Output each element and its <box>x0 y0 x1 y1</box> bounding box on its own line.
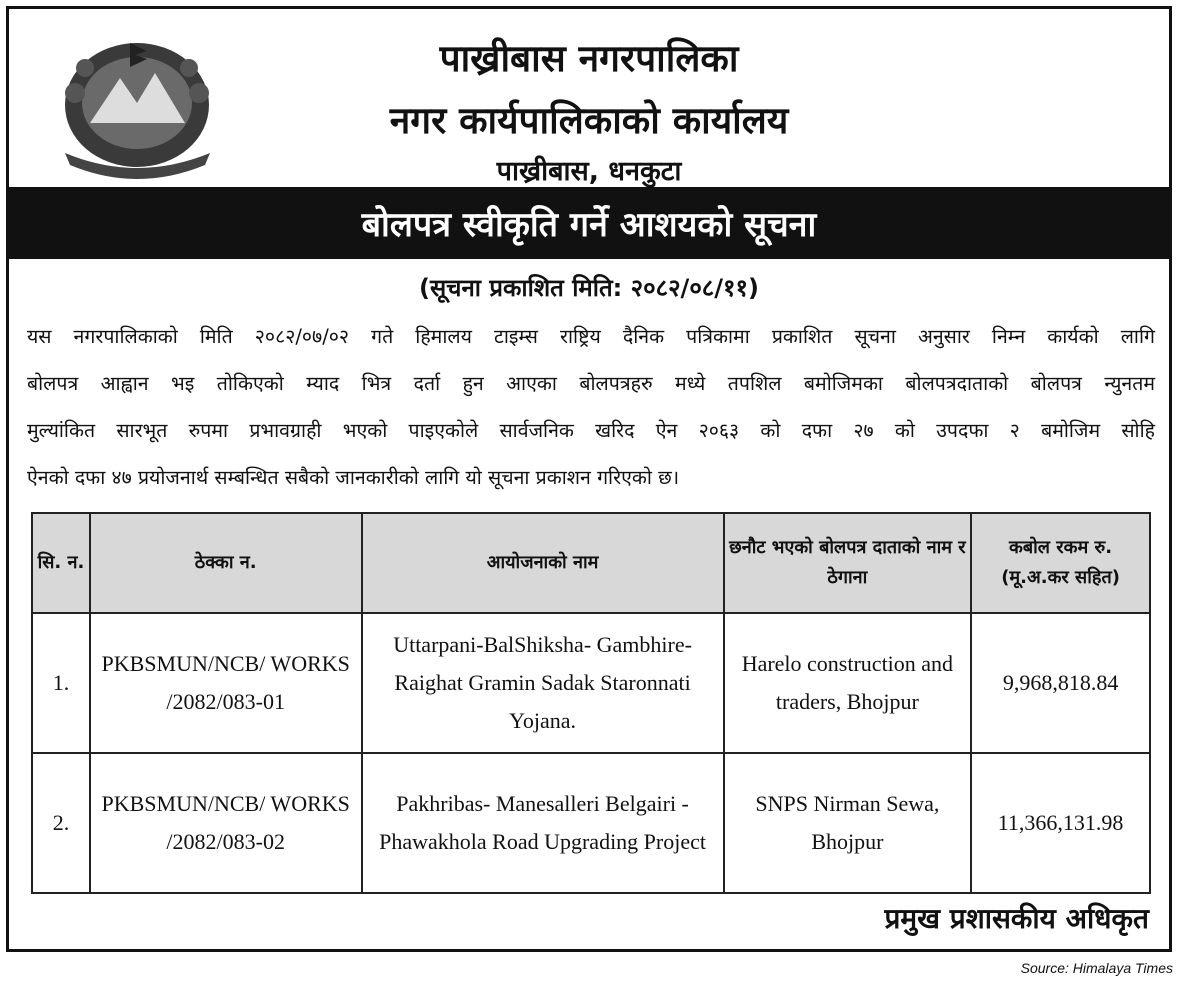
table-row <box>32 753 1150 893</box>
body-line: ऐनको दफा ४७ प्रयोजनार्थ सम्बन्धित सबैको जानकारीको लागि यो सूचना प्रकाशन गरिएको छ। <box>27 466 680 489</box>
notice-frame <box>6 6 1172 952</box>
cell-project: Uttarpani-BalShiksha- Gambhire- Raighat Gramin Sadak Staronnati Yojana. <box>362 613 724 753</box>
col-header-contract-no: ठेक्का न. <box>90 513 362 613</box>
cell-sn: 1. <box>32 613 90 753</box>
municipality-name: पाख्रीबास नगरपालिका <box>439 37 739 80</box>
body-line: यस नगरपालिकाको मिति २०८२/०७/०२ गते हिमालय टाइम्स राष्ट्रिय दैनिक पत्रिकामा प्रकाशित सूचना अनुसार निम्न कार्यको लागि <box>27 325 1155 348</box>
signatory-title: प्रमुख प्रशासकीय अधिकृत <box>884 902 1149 935</box>
cell-bidder: SNPS Nirman Sewa, Bhojpur <box>724 753 972 893</box>
source-credit: Source: Himalaya Times <box>1020 960 1173 976</box>
notice-title-banner <box>9 187 1169 259</box>
cell-project: Pakhribas- Manesalleri Belgairi - Phawakhola Road Upgrading Project <box>362 753 724 893</box>
table-header-row <box>32 513 1150 613</box>
cell-bidder: Harelo construction and traders, Bhojpur <box>724 613 972 753</box>
table-row <box>32 613 1150 753</box>
office-address: पाख्रीबास, धनकुटा <box>496 156 682 187</box>
cell-contract-no: PKBSMUN/NCB/ WORKS /2082/083-01 <box>90 613 362 753</box>
notice-body <box>27 313 1155 501</box>
cell-sn: 2. <box>32 753 90 893</box>
body-line: मुल्यांकित सारभूत रुपमा प्रभावग्राही भएको पाइएकोले सार्वजनिक खरिद ऐन २०६३ को दफा २७ को उपदफा २ बमोजिम सोहि <box>27 419 1155 442</box>
body-line: बोलपत्र आह्वान भइ तोकिएको म्याद भित्र दर्ता हुन आएका बोलपत्रहरु मध्ये तपशिल बमोजिमका बोलपत्रदाताको बोलपत्र न्युनतम <box>27 372 1155 395</box>
cell-amount: 9,968,818.84 <box>971 613 1150 753</box>
publish-date: (सूचना प्रकाशित मिति: २०८२/०८/११) <box>419 274 759 302</box>
notice-title: बोलपत्र स्वीकृति गर्ने आशयको सूचना <box>361 205 817 245</box>
col-header-sn: सि. न. <box>32 513 90 613</box>
office-name: नगर कार्यपालिकाको कार्यालय <box>389 99 789 142</box>
col-header-bidder: छनौट भएको बोलपत्र दाताको नाम र ठेगाना <box>724 513 972 613</box>
col-header-project: आयोजनाको नाम <box>362 513 724 613</box>
cell-contract-no: PKBSMUN/NCB/ WORKS /2082/083-02 <box>90 753 362 893</box>
col-header-amount: कबोल रकम रु. (मू.अ.कर सहित) <box>971 513 1150 613</box>
cell-amount: 11,366,131.98 <box>971 753 1150 893</box>
bid-table <box>31 512 1151 894</box>
